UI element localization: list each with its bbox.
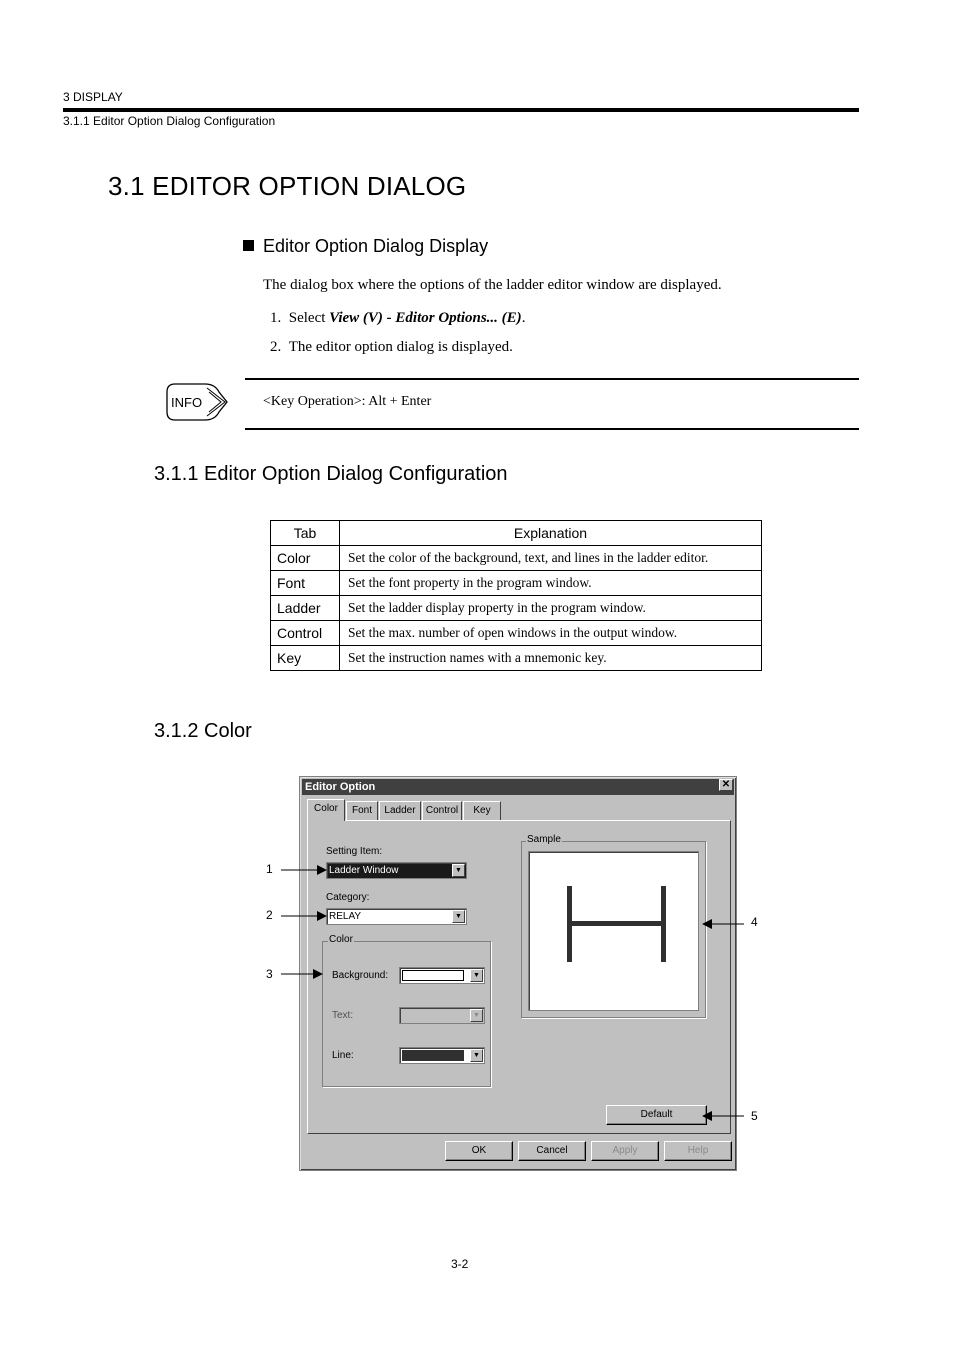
callout-4: 4 bbox=[751, 915, 758, 929]
config-heading: 3.1.1 Editor Option Dialog Configuration bbox=[154, 463, 508, 485]
callout-3: 3 bbox=[266, 967, 273, 981]
table-cell-explanation: Set the color of the background, text, and lines in the ladder editor. bbox=[340, 546, 762, 571]
tab-explanation-table bbox=[270, 520, 762, 671]
category-value: RELAY bbox=[329, 911, 362, 922]
table-cell-explanation: Set the instruction names with a mnemonic key. bbox=[340, 646, 762, 671]
step-2 bbox=[270, 339, 513, 356]
help-button[interactable]: Help bbox=[664, 1141, 732, 1161]
table-cell-tab: Font bbox=[271, 571, 340, 596]
chevron-down-icon[interactable]: ▼ bbox=[452, 864, 465, 877]
step-1 bbox=[270, 310, 525, 327]
callout-5-arrow-icon bbox=[702, 1110, 744, 1122]
callout-2: 2 bbox=[266, 908, 273, 922]
info-text: <Key Operation>: Alt + Enter bbox=[263, 394, 432, 409]
info-badge-label: INFO bbox=[171, 395, 203, 410]
chevron-down-icon[interactable]: ▼ bbox=[470, 1009, 483, 1022]
display-heading bbox=[243, 236, 488, 257]
color-group-title: Color bbox=[329, 934, 353, 945]
chevron-down-icon[interactable]: ▼ bbox=[452, 910, 465, 923]
callout-1: 1 bbox=[266, 862, 273, 876]
intro-paragraph: The dialog box where the options of the ladder editor window are displayed. bbox=[263, 277, 722, 293]
running-header-chapter: 3 DISPLAY bbox=[63, 90, 123, 104]
text-color-select[interactable] bbox=[399, 1007, 485, 1024]
callout-4-arrow-icon bbox=[702, 918, 744, 930]
table-cell-explanation: Set the max. number of open windows in the output window. bbox=[340, 621, 762, 646]
line-swatch bbox=[402, 1050, 464, 1061]
step-1-post: . bbox=[521, 310, 526, 326]
category-label: Category: bbox=[326, 892, 370, 903]
sample-preview bbox=[528, 851, 699, 1011]
table-cell-explanation: Set the ladder display property in the program window. bbox=[340, 596, 762, 621]
line-color-select[interactable] bbox=[399, 1047, 485, 1064]
callout-5: 5 bbox=[751, 1109, 758, 1123]
step-1-number: 1. bbox=[270, 310, 282, 326]
color-heading: 3.1.2 Color bbox=[154, 720, 252, 742]
sample-group-title: Sample bbox=[527, 834, 561, 845]
close-icon[interactable]: ✕ bbox=[719, 779, 733, 791]
ok-button[interactable]: OK bbox=[445, 1141, 513, 1161]
table-row bbox=[271, 646, 762, 671]
table-row bbox=[271, 621, 762, 646]
display-heading-text: Editor Option Dialog Display bbox=[263, 236, 489, 256]
ladder-sample-icon bbox=[529, 852, 698, 1010]
running-header-section: 3.1.1 Editor Option Dialog Configuration bbox=[63, 114, 276, 128]
dialog-title: Editor Option bbox=[305, 781, 376, 793]
setting-item-select[interactable] bbox=[326, 862, 467, 879]
table-row bbox=[271, 571, 762, 596]
color-tab-panel bbox=[307, 820, 731, 1134]
setting-item-label: Setting Item: bbox=[326, 846, 383, 857]
header-rule bbox=[63, 108, 859, 112]
tab-control[interactable]: Control bbox=[422, 801, 462, 821]
step-2-number: 2. bbox=[270, 339, 282, 355]
step-2-text: The editor option dialog is displayed. bbox=[288, 339, 513, 355]
dialog-title-bar bbox=[302, 779, 734, 795]
setting-item-value: Ladder Window bbox=[329, 865, 399, 876]
info-top-rule bbox=[245, 378, 859, 380]
page-title: 3.1 EDITOR OPTION DIALOG bbox=[108, 171, 467, 201]
page-number: 3-2 bbox=[451, 1257, 469, 1271]
step-1-pre: Select bbox=[288, 310, 330, 326]
text-label: Text: bbox=[332, 1010, 354, 1021]
callout-1-arrow-icon bbox=[281, 864, 327, 876]
table-header-tab: Tab bbox=[271, 521, 340, 546]
table-row bbox=[271, 596, 762, 621]
tab-ladder[interactable]: Ladder bbox=[379, 801, 421, 821]
editor-option-dialog bbox=[299, 776, 737, 1171]
chevron-down-icon[interactable]: ▼ bbox=[470, 969, 483, 982]
table-cell-tab: Control bbox=[271, 621, 340, 646]
callout-3-arrow-icon bbox=[281, 968, 323, 980]
apply-button[interactable]: Apply bbox=[591, 1141, 659, 1161]
background-label: Background: bbox=[332, 970, 389, 981]
table-cell-explanation: Set the font property in the program window. bbox=[340, 571, 762, 596]
table-header-explanation: Explanation bbox=[340, 521, 762, 546]
table-cell-tab: Key bbox=[271, 646, 340, 671]
background-color-select[interactable] bbox=[399, 967, 485, 984]
chevron-down-icon[interactable]: ▼ bbox=[470, 1049, 483, 1062]
line-label: Line: bbox=[332, 1050, 354, 1061]
callout-2-arrow-icon bbox=[281, 910, 327, 922]
category-select[interactable] bbox=[326, 908, 467, 925]
tab-key[interactable]: Key bbox=[463, 801, 501, 821]
table-row bbox=[271, 546, 762, 571]
cancel-button[interactable]: Cancel bbox=[518, 1141, 586, 1161]
tab-font[interactable]: Font bbox=[346, 801, 378, 821]
step-1-menu-path: View (V) - Editor Options... (E) bbox=[329, 310, 522, 326]
default-button[interactable]: Default bbox=[606, 1105, 707, 1125]
info-bottom-rule bbox=[245, 428, 859, 430]
bullet-square-icon bbox=[243, 240, 254, 251]
table-cell-tab: Color bbox=[271, 546, 340, 571]
info-badge-icon bbox=[165, 382, 229, 422]
table-header-row bbox=[271, 521, 762, 546]
background-swatch bbox=[402, 970, 464, 981]
table-cell-tab: Ladder bbox=[271, 596, 340, 621]
tab-color[interactable]: Color bbox=[307, 799, 345, 821]
